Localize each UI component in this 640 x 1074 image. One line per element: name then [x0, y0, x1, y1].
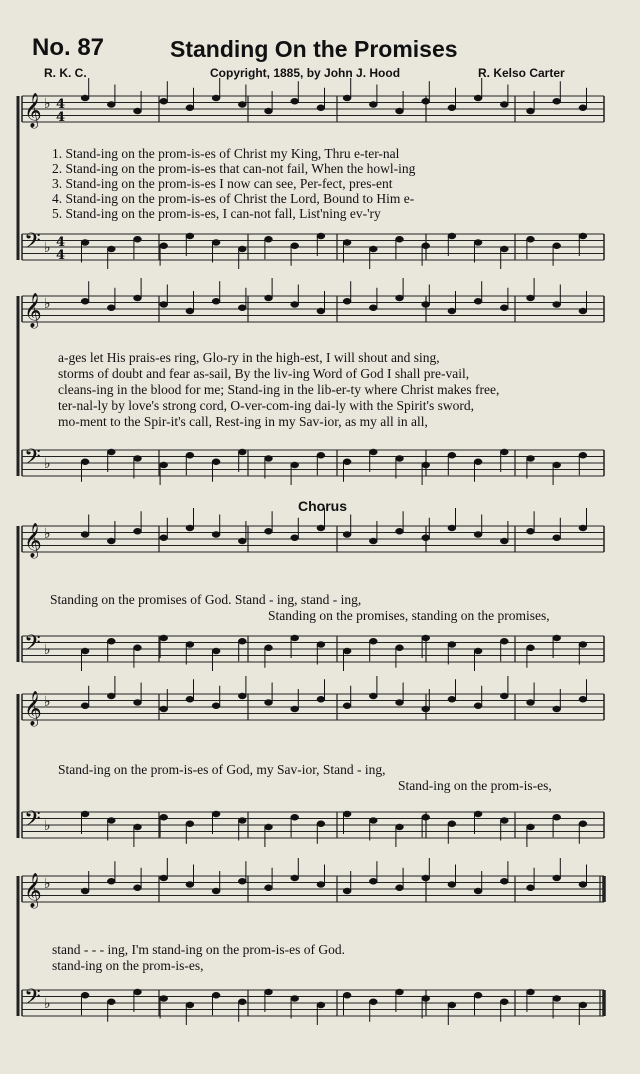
svg-text:𝄢: 𝄢: [24, 445, 41, 475]
svg-text:𝄢: 𝄢: [24, 229, 41, 259]
svg-text:♭: ♭: [44, 996, 51, 1012]
chorus-label: Chorus: [298, 498, 347, 514]
svg-text:4: 4: [56, 235, 66, 250]
svg-text:𝄞: 𝄞: [24, 873, 42, 908]
author-initials: R. K. C.: [44, 66, 87, 80]
svg-text:𝄢: 𝄢: [24, 985, 41, 1015]
chorus-lyric-2-lower: Stand-ing on the prom-is-es,: [398, 778, 552, 793]
svg-text:♭: ♭: [44, 526, 51, 542]
svg-text:𝄞: 𝄞: [24, 93, 42, 128]
verse-lyric-4b: ter-nal-ly by love's strong cord, O-ver-com-ing dai-ly with the Spirit's sword,: [58, 398, 474, 413]
svg-text:♭: ♭: [44, 240, 51, 256]
svg-text:♭: ♭: [44, 456, 51, 472]
svg-text:4: 4: [56, 97, 66, 112]
svg-text:4: 4: [56, 248, 66, 263]
svg-text:𝄢: 𝄢: [24, 807, 41, 837]
svg-text:4: 4: [56, 110, 66, 125]
verse-lyric-1b: a-ges let His prais-es ring, Glo-ry in the high-est, I will shout and sing,: [58, 350, 440, 365]
verse-lyric-2b: storms of doubt and fear as-sail, By the liv-ing Word of God I shall pre-vail,: [58, 366, 470, 381]
chorus-lyric-3-upper: stand - - - ing, I'm stand-ing on the prom-is-es of God.: [52, 942, 346, 957]
verse-lyric-2a: 2. Stand-ing on the prom-is-es that can-not fail, When the howl-ing: [52, 161, 416, 176]
copyright-notice: Copyright, 1885, by John J. Hood: [210, 66, 401, 80]
svg-text:𝄞: 𝄞: [24, 293, 42, 328]
svg-text:♭: ♭: [44, 642, 51, 658]
verse-lyric-3b: cleans-ing in the blood for me; Stand-ing in the lib-er-ty where Christ makes free,: [58, 382, 500, 397]
svg-text:𝄢: 𝄢: [24, 631, 41, 661]
chorus-lyric-1-upper: Standing on the promises of God. Stand - ing, stand - ing,: [50, 592, 362, 607]
svg-text:𝄞: 𝄞: [24, 691, 42, 726]
hymn-number: No. 87: [32, 34, 105, 61]
svg-text:♭: ♭: [44, 296, 51, 312]
svg-text:♭: ♭: [44, 694, 51, 710]
verse-lyric-5a: 5. Stand-ing on the prom-is-es, I can-not fall, List'ning ev-'ry: [52, 206, 381, 221]
chorus-lyric-2-upper: Stand-ing on the prom-is-es of God, my Sav-ior, Stand - ing,: [58, 762, 386, 777]
svg-text:♭: ♭: [44, 876, 51, 892]
verse-lyric-4a: 4. Stand-ing on the prom-is-es of Christ the Lord, Bound to Him e-: [52, 191, 415, 206]
verse-lyric-1a: 1. Stand-ing on the prom-is-es of Christ my King, Thru e-ter-nal: [52, 146, 400, 161]
svg-text:♭: ♭: [44, 96, 51, 112]
svg-text:♭: ♭: [44, 818, 51, 834]
verse-lyric-3a: 3. Stand-ing on the prom-is-es I now can see, Per-fect, pres-ent: [52, 176, 393, 191]
hymn-title: Standing On the Promises: [170, 36, 458, 62]
chorus-lyric-1-lower: Standing on the promises, standing on the promises,: [268, 608, 550, 623]
composer-name: R. Kelso Carter: [478, 66, 565, 80]
verse-lyric-5b: mo-ment to the Spir-it's call, Rest-ing in my Sav-ior, as my all in all,: [58, 414, 428, 429]
chorus-lyric-3-lower: stand-ing on the prom-is-es,: [52, 958, 204, 973]
svg-text:𝄞: 𝄞: [24, 523, 42, 558]
